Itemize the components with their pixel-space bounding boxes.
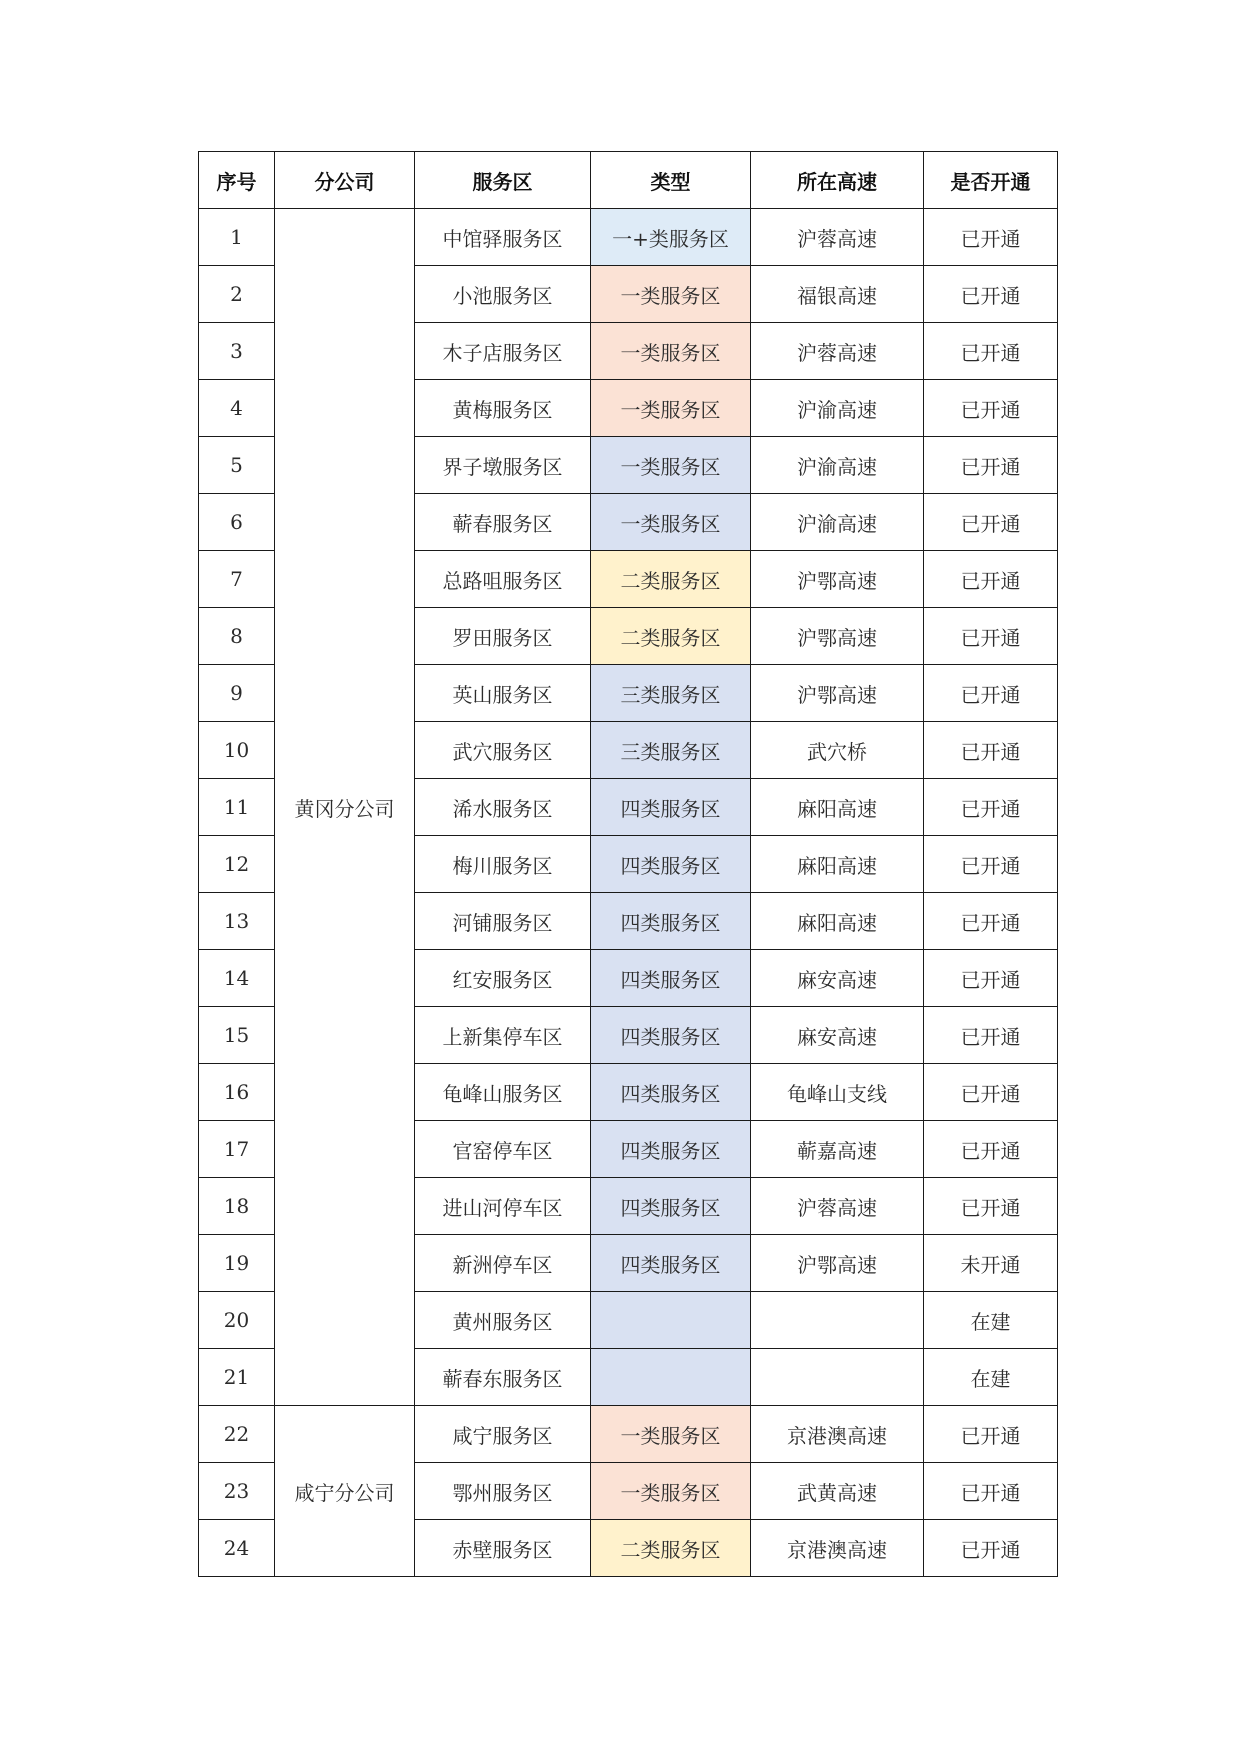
highway-cell: 沪鄂高速 xyxy=(751,665,924,722)
header-type: 类型 xyxy=(591,152,751,209)
open-status-cell: 已开通 xyxy=(924,1406,1058,1463)
open-status-cell: 已开通 xyxy=(924,1178,1058,1235)
open-status-cell: 已开通 xyxy=(924,836,1058,893)
header-seq: 序号 xyxy=(199,152,275,209)
service-area-cell: 黄州服务区 xyxy=(415,1292,591,1349)
open-status-cell: 已开通 xyxy=(924,494,1058,551)
service-area-table xyxy=(198,151,1058,1577)
highway-cell: 京港澳高速 xyxy=(751,1520,924,1577)
highway-cell xyxy=(751,1292,924,1349)
highway-cell: 沪蓉高速 xyxy=(751,323,924,380)
highway-cell: 沪蓉高速 xyxy=(751,1178,924,1235)
type-cell: 一类服务区 xyxy=(591,380,751,437)
seq-cell: 21 xyxy=(199,1349,275,1406)
seq-cell: 19 xyxy=(199,1235,275,1292)
open-status-cell: 在建 xyxy=(924,1349,1058,1406)
seq-cell: 7 xyxy=(199,551,275,608)
type-cell: 一类服务区 xyxy=(591,323,751,380)
service-area-cell: 浠水服务区 xyxy=(415,779,591,836)
type-cell: 四类服务区 xyxy=(591,1235,751,1292)
highway-cell: 蕲嘉高速 xyxy=(751,1121,924,1178)
open-status-cell: 已开通 xyxy=(924,722,1058,779)
service-area-cell: 罗田服务区 xyxy=(415,608,591,665)
seq-cell: 13 xyxy=(199,893,275,950)
highway-cell: 京港澳高速 xyxy=(751,1406,924,1463)
seq-cell: 2 xyxy=(199,266,275,323)
seq-cell: 22 xyxy=(199,1406,275,1463)
service-area-cell: 河铺服务区 xyxy=(415,893,591,950)
seq-cell: 20 xyxy=(199,1292,275,1349)
table-header xyxy=(199,152,1058,209)
type-cell: 三类服务区 xyxy=(591,722,751,779)
seq-cell: 23 xyxy=(199,1463,275,1520)
open-status-cell: 已开通 xyxy=(924,1064,1058,1121)
highway-cell: 沪鄂高速 xyxy=(751,1235,924,1292)
type-cell: 一类服务区 xyxy=(591,437,751,494)
branch-cell: 咸宁分公司 xyxy=(275,1406,415,1577)
type-cell: 二类服务区 xyxy=(591,551,751,608)
highway-cell: 沪渝高速 xyxy=(751,437,924,494)
highway-cell: 福银高速 xyxy=(751,266,924,323)
highway-cell: 麻安高速 xyxy=(751,950,924,1007)
seq-cell: 3 xyxy=(199,323,275,380)
service-area-cell: 黄梅服务区 xyxy=(415,380,591,437)
type-cell: 四类服务区 xyxy=(591,1178,751,1235)
type-cell: 三类服务区 xyxy=(591,665,751,722)
seq-cell: 4 xyxy=(199,380,275,437)
service-area-cell: 蕲春服务区 xyxy=(415,494,591,551)
service-area-cell: 龟峰山服务区 xyxy=(415,1064,591,1121)
type-cell xyxy=(591,1349,751,1406)
open-status-cell: 已开通 xyxy=(924,665,1058,722)
open-status-cell: 已开通 xyxy=(924,950,1058,1007)
open-status-cell: 已开通 xyxy=(924,893,1058,950)
service-area-cell: 新洲停车区 xyxy=(415,1235,591,1292)
header-open-status: 是否开通 xyxy=(924,152,1058,209)
header-highway: 所在高速 xyxy=(751,152,924,209)
open-status-cell: 已开通 xyxy=(924,323,1058,380)
highway-cell: 沪蓉高速 xyxy=(751,209,924,266)
seq-cell: 15 xyxy=(199,1007,275,1064)
service-area-cell: 蕲春东服务区 xyxy=(415,1349,591,1406)
type-cell: 四类服务区 xyxy=(591,950,751,1007)
seq-cell: 9 xyxy=(199,665,275,722)
open-status-cell: 已开通 xyxy=(924,209,1058,266)
type-cell xyxy=(591,1292,751,1349)
open-status-cell: 已开通 xyxy=(924,1463,1058,1520)
service-area-cell: 武穴服务区 xyxy=(415,722,591,779)
open-status-cell: 已开通 xyxy=(924,1007,1058,1064)
seq-cell: 10 xyxy=(199,722,275,779)
service-area-cell: 鄂州服务区 xyxy=(415,1463,591,1520)
service-area-cell: 总路咀服务区 xyxy=(415,551,591,608)
highway-cell: 沪渝高速 xyxy=(751,494,924,551)
seq-cell: 12 xyxy=(199,836,275,893)
seq-cell: 8 xyxy=(199,608,275,665)
service-area-cell: 官窑停车区 xyxy=(415,1121,591,1178)
seq-cell: 17 xyxy=(199,1121,275,1178)
type-cell: 四类服务区 xyxy=(591,1007,751,1064)
open-status-cell: 已开通 xyxy=(924,779,1058,836)
open-status-cell: 已开通 xyxy=(924,608,1058,665)
highway-cell: 麻阳高速 xyxy=(751,779,924,836)
highway-cell: 沪鄂高速 xyxy=(751,608,924,665)
seq-cell: 24 xyxy=(199,1520,275,1577)
type-cell: 一类服务区 xyxy=(591,266,751,323)
highway-cell xyxy=(751,1349,924,1406)
service-area-cell: 小池服务区 xyxy=(415,266,591,323)
service-area-cell: 咸宁服务区 xyxy=(415,1406,591,1463)
header-row xyxy=(199,152,1058,209)
service-area-cell: 红安服务区 xyxy=(415,950,591,1007)
table-row xyxy=(199,209,1058,266)
highway-cell: 沪鄂高速 xyxy=(751,551,924,608)
open-status-cell: 在建 xyxy=(924,1292,1058,1349)
highway-cell: 沪渝高速 xyxy=(751,380,924,437)
highway-cell: 麻阳高速 xyxy=(751,836,924,893)
type-cell: 四类服务区 xyxy=(591,836,751,893)
type-cell: 二类服务区 xyxy=(591,608,751,665)
type-cell: 四类服务区 xyxy=(591,893,751,950)
type-cell: 一+类服务区 xyxy=(591,209,751,266)
type-cell: 四类服务区 xyxy=(591,1121,751,1178)
type-cell: 四类服务区 xyxy=(591,1064,751,1121)
type-cell: 二类服务区 xyxy=(591,1520,751,1577)
service-area-cell: 梅川服务区 xyxy=(415,836,591,893)
open-status-cell: 已开通 xyxy=(924,1121,1058,1178)
open-status-cell: 已开通 xyxy=(924,437,1058,494)
service-area-cell: 英山服务区 xyxy=(415,665,591,722)
service-area-cell: 界子墩服务区 xyxy=(415,437,591,494)
service-area-cell: 上新集停车区 xyxy=(415,1007,591,1064)
open-status-cell: 已开通 xyxy=(924,1520,1058,1577)
highway-cell: 龟峰山支线 xyxy=(751,1064,924,1121)
type-cell: 一类服务区 xyxy=(591,1463,751,1520)
seq-cell: 6 xyxy=(199,494,275,551)
highway-cell: 武黄高速 xyxy=(751,1463,924,1520)
open-status-cell: 已开通 xyxy=(924,380,1058,437)
service-area-cell: 中馆驿服务区 xyxy=(415,209,591,266)
seq-cell: 16 xyxy=(199,1064,275,1121)
open-status-cell: 未开通 xyxy=(924,1235,1058,1292)
highway-cell: 麻阳高速 xyxy=(751,893,924,950)
seq-cell: 1 xyxy=(199,209,275,266)
seq-cell: 14 xyxy=(199,950,275,1007)
header-branch: 分公司 xyxy=(275,152,415,209)
highway-cell: 麻安高速 xyxy=(751,1007,924,1064)
service-area-cell: 赤壁服务区 xyxy=(415,1520,591,1577)
service-area-cell: 木子店服务区 xyxy=(415,323,591,380)
seq-cell: 11 xyxy=(199,779,275,836)
open-status-cell: 已开通 xyxy=(924,551,1058,608)
open-status-cell: 已开通 xyxy=(924,266,1058,323)
table-body xyxy=(199,209,1058,1577)
type-cell: 四类服务区 xyxy=(591,779,751,836)
table-row xyxy=(199,1406,1058,1463)
seq-cell: 5 xyxy=(199,437,275,494)
seq-cell: 18 xyxy=(199,1178,275,1235)
highway-cell: 武穴桥 xyxy=(751,722,924,779)
type-cell: 一类服务区 xyxy=(591,494,751,551)
branch-cell: 黄冈分公司 xyxy=(275,209,415,1406)
header-service-area: 服务区 xyxy=(415,152,591,209)
type-cell: 一类服务区 xyxy=(591,1406,751,1463)
service-area-cell: 进山河停车区 xyxy=(415,1178,591,1235)
